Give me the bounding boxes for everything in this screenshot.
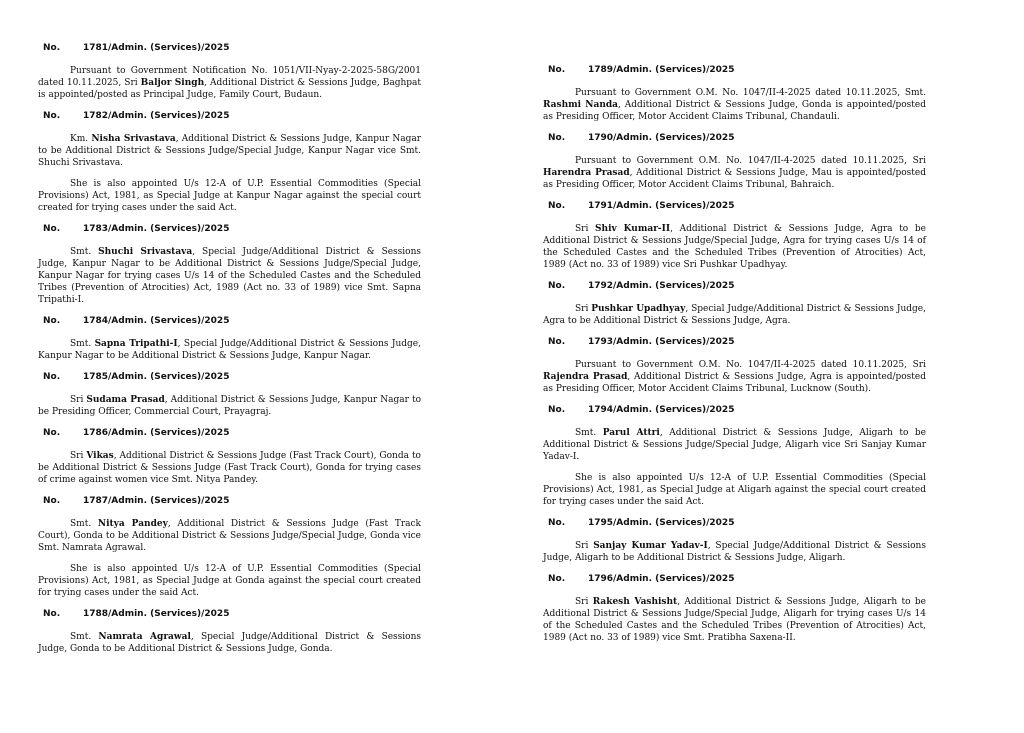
paragraph-text: , Additional District & Sessions Judge, Gonda is appointed/posted as Presiding Officer, Motor Accident Claims Tribunal, Chandauli.: [543, 100, 926, 122]
officer-name: Namrata Agrawal: [98, 632, 191, 642]
order-no-label: No.: [43, 224, 61, 234]
order-entry: [543, 404, 926, 508]
order-department-ref: /Admin. (Services)/2025: [613, 574, 735, 584]
paragraph-text: Sri: [575, 597, 593, 607]
paragraph-text: , Additional District & Sessions Judge (Fast Track Court), Gonda to be Additional District & Sessions Judge (Fast Track Court), Gonda for trying cases of crime against women vice Smt. Nitya Pandey.: [38, 451, 421, 485]
paragraph-text: Sri: [575, 224, 596, 234]
paragraph-text: , Special Judge/Additional District & Sessions Judge, Kanpur Nagar to be Additional District & Sessions Judge/Special Judge, Kanpur Nagar for trying cases U/s 14 of the Scheduled Castes and the Scheduled Tribes (Prevention of Atrocities) Act, 1989 (Act no. 33 of 1989) vice Smt. Sapna Tripathi-I.: [38, 247, 422, 305]
order-heading: [548, 336, 926, 348]
order-entry: [38, 371, 421, 418]
order-number: 1793: [588, 337, 614, 347]
paragraph-text: Smt.: [575, 428, 603, 438]
order-entry: [38, 608, 421, 655]
paragraph-text: , Special Judge/Additional District & Sessions Judge, Kanpur Nagar to be Additional District & Sessions Judge, Kanpur Nagar.: [38, 339, 421, 361]
paragraph-text: , Additional District & Sessions Judge, Mau is appointed/posted as Presiding Officer, Motor Accident Claims Tribunal, Bahraich.: [543, 168, 926, 190]
paragraph-text: Pursuant to Government O.M. No. 1047/II-4-2025 dated 10.11.2025, Smt.: [575, 88, 926, 98]
paragraph-text: , Additional District & Sessions Judge, Kanpur Nagar to be Additional District & Sessions Judge/Special Judge, Kanpur Nagar vice Smt. Shuchi Srivastava.: [38, 134, 422, 168]
order-number: 1791: [588, 201, 614, 211]
order-paragraph: [38, 246, 421, 306]
paragraph-text: , Additional District & Sessions Judge, Agra is appointed/posted as Presiding Officer, Motor Accident Claims Tribunal, Lucknow (South).: [543, 372, 926, 394]
paragraph-text: , Additional District & Sessions Judge, Baghpat is appointed/posted as Principal Judge, Family Court, Budaun.: [38, 78, 422, 100]
order-department-ref: /Admin. (Services)/2025: [108, 428, 230, 438]
order-number: 1794: [588, 405, 614, 415]
order-paragraph: [543, 155, 926, 191]
order-entry: [543, 517, 926, 564]
order-no-label: No.: [43, 428, 61, 438]
order-no-label: No.: [548, 337, 566, 347]
right-column: [543, 64, 926, 653]
order-entry: [543, 64, 926, 123]
officer-name: Sudama Prasad: [86, 395, 165, 405]
order-no-label: No.: [43, 496, 61, 506]
order-paragraph: [38, 178, 421, 214]
order-department-ref: /Admin. (Services)/2025: [613, 133, 735, 143]
order-department-ref: /Admin. (Services)/2025: [108, 609, 230, 619]
order-department-ref: /Admin. (Services)/2025: [613, 337, 735, 347]
order-paragraph: [543, 87, 926, 123]
order-entry: [543, 573, 926, 644]
order-heading: [548, 573, 926, 585]
paragraph-text: , Additional District & Sessions Judge, Aligarh to be Additional District & Sessions Judge/Special Judge, Aligarh vice Sri Sanjay Kumar Yadav-I.: [543, 428, 926, 462]
paragraph-text: Smt.: [70, 519, 98, 529]
officer-name: Rakesh Vashisht: [592, 597, 678, 607]
order-department-ref: /Admin. (Services)/2025: [613, 405, 735, 415]
order-no-label: No.: [548, 281, 566, 291]
order-number: 1785: [83, 372, 109, 382]
paragraph-text: She is also appointed U/s 12-A of U.P. Essential Commodities (Special Provisions) Act, 1981, as Special Judge at Gonda against the special court created for trying cases under the said Act.: [38, 564, 421, 598]
paragraph-text: Sri: [575, 304, 592, 314]
order-no-label: No.: [43, 372, 61, 382]
order-no-label: No.: [43, 111, 61, 121]
paragraph-text: Sri: [70, 451, 87, 461]
paragraph-text: , Special Judge/Additional District & Sessions Judge, Agra to be Additional District & Sessions Judge, Agra.: [543, 304, 926, 326]
order-entry: [38, 427, 421, 486]
order-paragraph: [543, 427, 926, 463]
officer-name: Nisha Srivastava: [91, 134, 176, 144]
order-department-ref: /Admin. (Services)/2025: [613, 65, 735, 75]
paragraph-text: , Additional District & Sessions Judge (Fast Track Court), Gonda to be Additional District & Sessions Judge/Special Judge, Gonda vice Smt. Namrata Agrawal.: [38, 519, 422, 553]
order-heading: [43, 110, 421, 122]
order-paragraph: [543, 359, 926, 395]
order-number: 1790: [588, 133, 614, 143]
order-paragraph: [543, 596, 926, 644]
paragraph-text: She is also appointed U/s 12-A of U.P. Essential Commodities (Special Provisions) Act, 1981, as Special Judge at Aligarh against the special court created for trying cases under the said Act.: [543, 473, 926, 507]
order-heading: [548, 200, 926, 212]
order-paragraph: [543, 472, 926, 508]
order-paragraph: [543, 223, 926, 271]
paragraph-text: Smt.: [70, 339, 95, 349]
order-no-label: No.: [548, 201, 566, 211]
order-paragraph: [38, 338, 421, 362]
order-entry: [38, 223, 421, 306]
officer-name: Pushkar Upadhyay: [591, 304, 686, 314]
order-department-ref: /Admin. (Services)/2025: [613, 281, 735, 291]
order-number: 1787: [83, 496, 109, 506]
paragraph-text: Smt.: [70, 632, 99, 642]
officer-name: Rajendra Prasad: [543, 372, 628, 382]
order-department-ref: /Admin. (Services)/2025: [108, 372, 230, 382]
order-heading: [548, 517, 926, 529]
officer-name: Parul Attri: [602, 428, 660, 438]
order-no-label: No.: [548, 405, 566, 415]
order-paragraph: [38, 631, 421, 655]
officer-name: Sanjay Kumar Yadav-I: [593, 541, 708, 551]
order-heading: [548, 132, 926, 144]
order-heading: [43, 608, 421, 620]
order-department-ref: /Admin. (Services)/2025: [108, 224, 230, 234]
paragraph-text: She is also appointed U/s 12-A of U.P. Essential Commodities (Special Provisions) Act, 1981, as Special Judge at Kanpur Nagar against the special court created for trying cases under the said Act.: [38, 179, 421, 213]
order-heading: [43, 223, 421, 235]
order-heading: [43, 42, 421, 54]
order-paragraph: [543, 540, 926, 564]
order-heading: [43, 495, 421, 507]
order-entry: [38, 315, 421, 362]
order-heading: [548, 280, 926, 292]
paragraph-text: Sri: [70, 395, 87, 405]
order-number: 1781: [83, 43, 109, 53]
order-department-ref: /Admin. (Services)/2025: [108, 316, 230, 326]
order-no-label: No.: [548, 518, 566, 528]
order-entry: [38, 110, 421, 214]
order-department-ref: /Admin. (Services)/2025: [613, 518, 735, 528]
order-heading: [548, 64, 926, 76]
order-entry: [543, 336, 926, 395]
order-no-label: No.: [43, 43, 61, 53]
paragraph-text: Pursuant to Government O.M. No. 1047/II-4-2025 dated 10.11.2025, Sri: [575, 360, 926, 370]
officer-name: Shuchi Srivastava: [98, 247, 193, 257]
order-no-label: No.: [548, 133, 566, 143]
order-number: 1783: [83, 224, 109, 234]
order-heading: [43, 371, 421, 383]
order-no-label: No.: [548, 65, 566, 75]
order-entry: [543, 280, 926, 327]
order-paragraph: [38, 518, 421, 554]
paragraph-text: Pursuant to Government O.M. No. 1047/II-4-2025 dated 10.11.2025, Sri: [575, 156, 926, 166]
paragraph-text: Sri: [575, 541, 594, 551]
paragraph-text: , Additional District & Sessions Judge, Aligarh to be Additional District & Sessions Judge/Special Judge, Aligarh for trying cases U/s 14 of the Scheduled Castes and the Scheduled Tribes (Prevention of Atrocities) Act, 1989 (Act no. 33 of 1989) vice Smt. Pratibha Saxena-II.: [543, 597, 926, 643]
order-number: 1784: [83, 316, 109, 326]
order-number: 1786: [83, 428, 109, 438]
order-entry: [543, 132, 926, 191]
order-department-ref: /Admin. (Services)/2025: [613, 201, 735, 211]
order-paragraph: [38, 394, 421, 418]
officer-name: Baljor Singh: [140, 78, 205, 88]
paragraph-text: , Special Judge/Additional District & Sessions Judge, Gonda to be Additional District & Sessions Judge, Gonda.: [38, 632, 422, 654]
left-column: [38, 42, 421, 664]
order-department-ref: /Admin. (Services)/2025: [108, 43, 230, 53]
order-paragraph: [38, 450, 421, 486]
paragraph-text: , Additional District & Sessions Judge, Agra to be Additional District & Sessions Judge/Special Judge, Agra for trying cases U/s 14 of the Scheduled Castes and the Scheduled Tribes (Prevention of Atrocities) Act, 1989 (Act no. 33 of 1989) vice Sri Pushkar Upadhyay.: [543, 224, 926, 270]
order-no-label: No.: [43, 609, 61, 619]
order-department-ref: /Admin. (Services)/2025: [108, 496, 230, 506]
order-heading: [43, 427, 421, 439]
paragraph-text: , Special Judge/Additional District & Sessions Judge, Aligarh to be Additional District & Sessions Judge, Aligarh.: [543, 541, 926, 563]
paragraph-text: Smt.: [70, 247, 99, 257]
order-number: 1782: [83, 111, 109, 121]
officer-name: Rashmi Nanda: [543, 100, 618, 110]
paragraph-text: , Additional District & Sessions Judge, Kanpur Nagar to be Presiding Officer, Commercial Court, Prayagraj.: [38, 395, 421, 417]
order-paragraph: [543, 303, 926, 327]
order-no-label: No.: [43, 316, 61, 326]
order-number: 1792: [588, 281, 614, 291]
paragraph-text: Pursuant to Government Notification No. 1051/VII-Nyay-2-2025-58G/2001 dated 10.11.2025, Sri: [38, 66, 421, 88]
order-number: 1789: [588, 65, 614, 75]
order-entry: [38, 495, 421, 599]
order-number: 1788: [83, 609, 109, 619]
officer-name: Vikas: [86, 451, 114, 461]
order-no-label: No.: [548, 574, 566, 584]
order-number: 1795: [588, 518, 614, 528]
order-entry: [543, 200, 926, 271]
order-paragraph: [38, 65, 421, 101]
order-heading: [43, 315, 421, 327]
order-heading: [548, 404, 926, 416]
order-number: 1796: [588, 574, 614, 584]
order-paragraph: [38, 133, 421, 169]
order-entry: [38, 42, 421, 101]
order-department-ref: /Admin. (Services)/2025: [108, 111, 230, 121]
officer-name: Nitya Pandey: [97, 519, 168, 529]
officer-name: Shiv Kumar-II: [595, 224, 671, 234]
officer-name: Harendra Prasad: [543, 168, 630, 178]
order-paragraph: [38, 563, 421, 599]
officer-name: Sapna Tripathi-I: [94, 339, 178, 349]
paragraph-text: Km.: [70, 134, 92, 144]
